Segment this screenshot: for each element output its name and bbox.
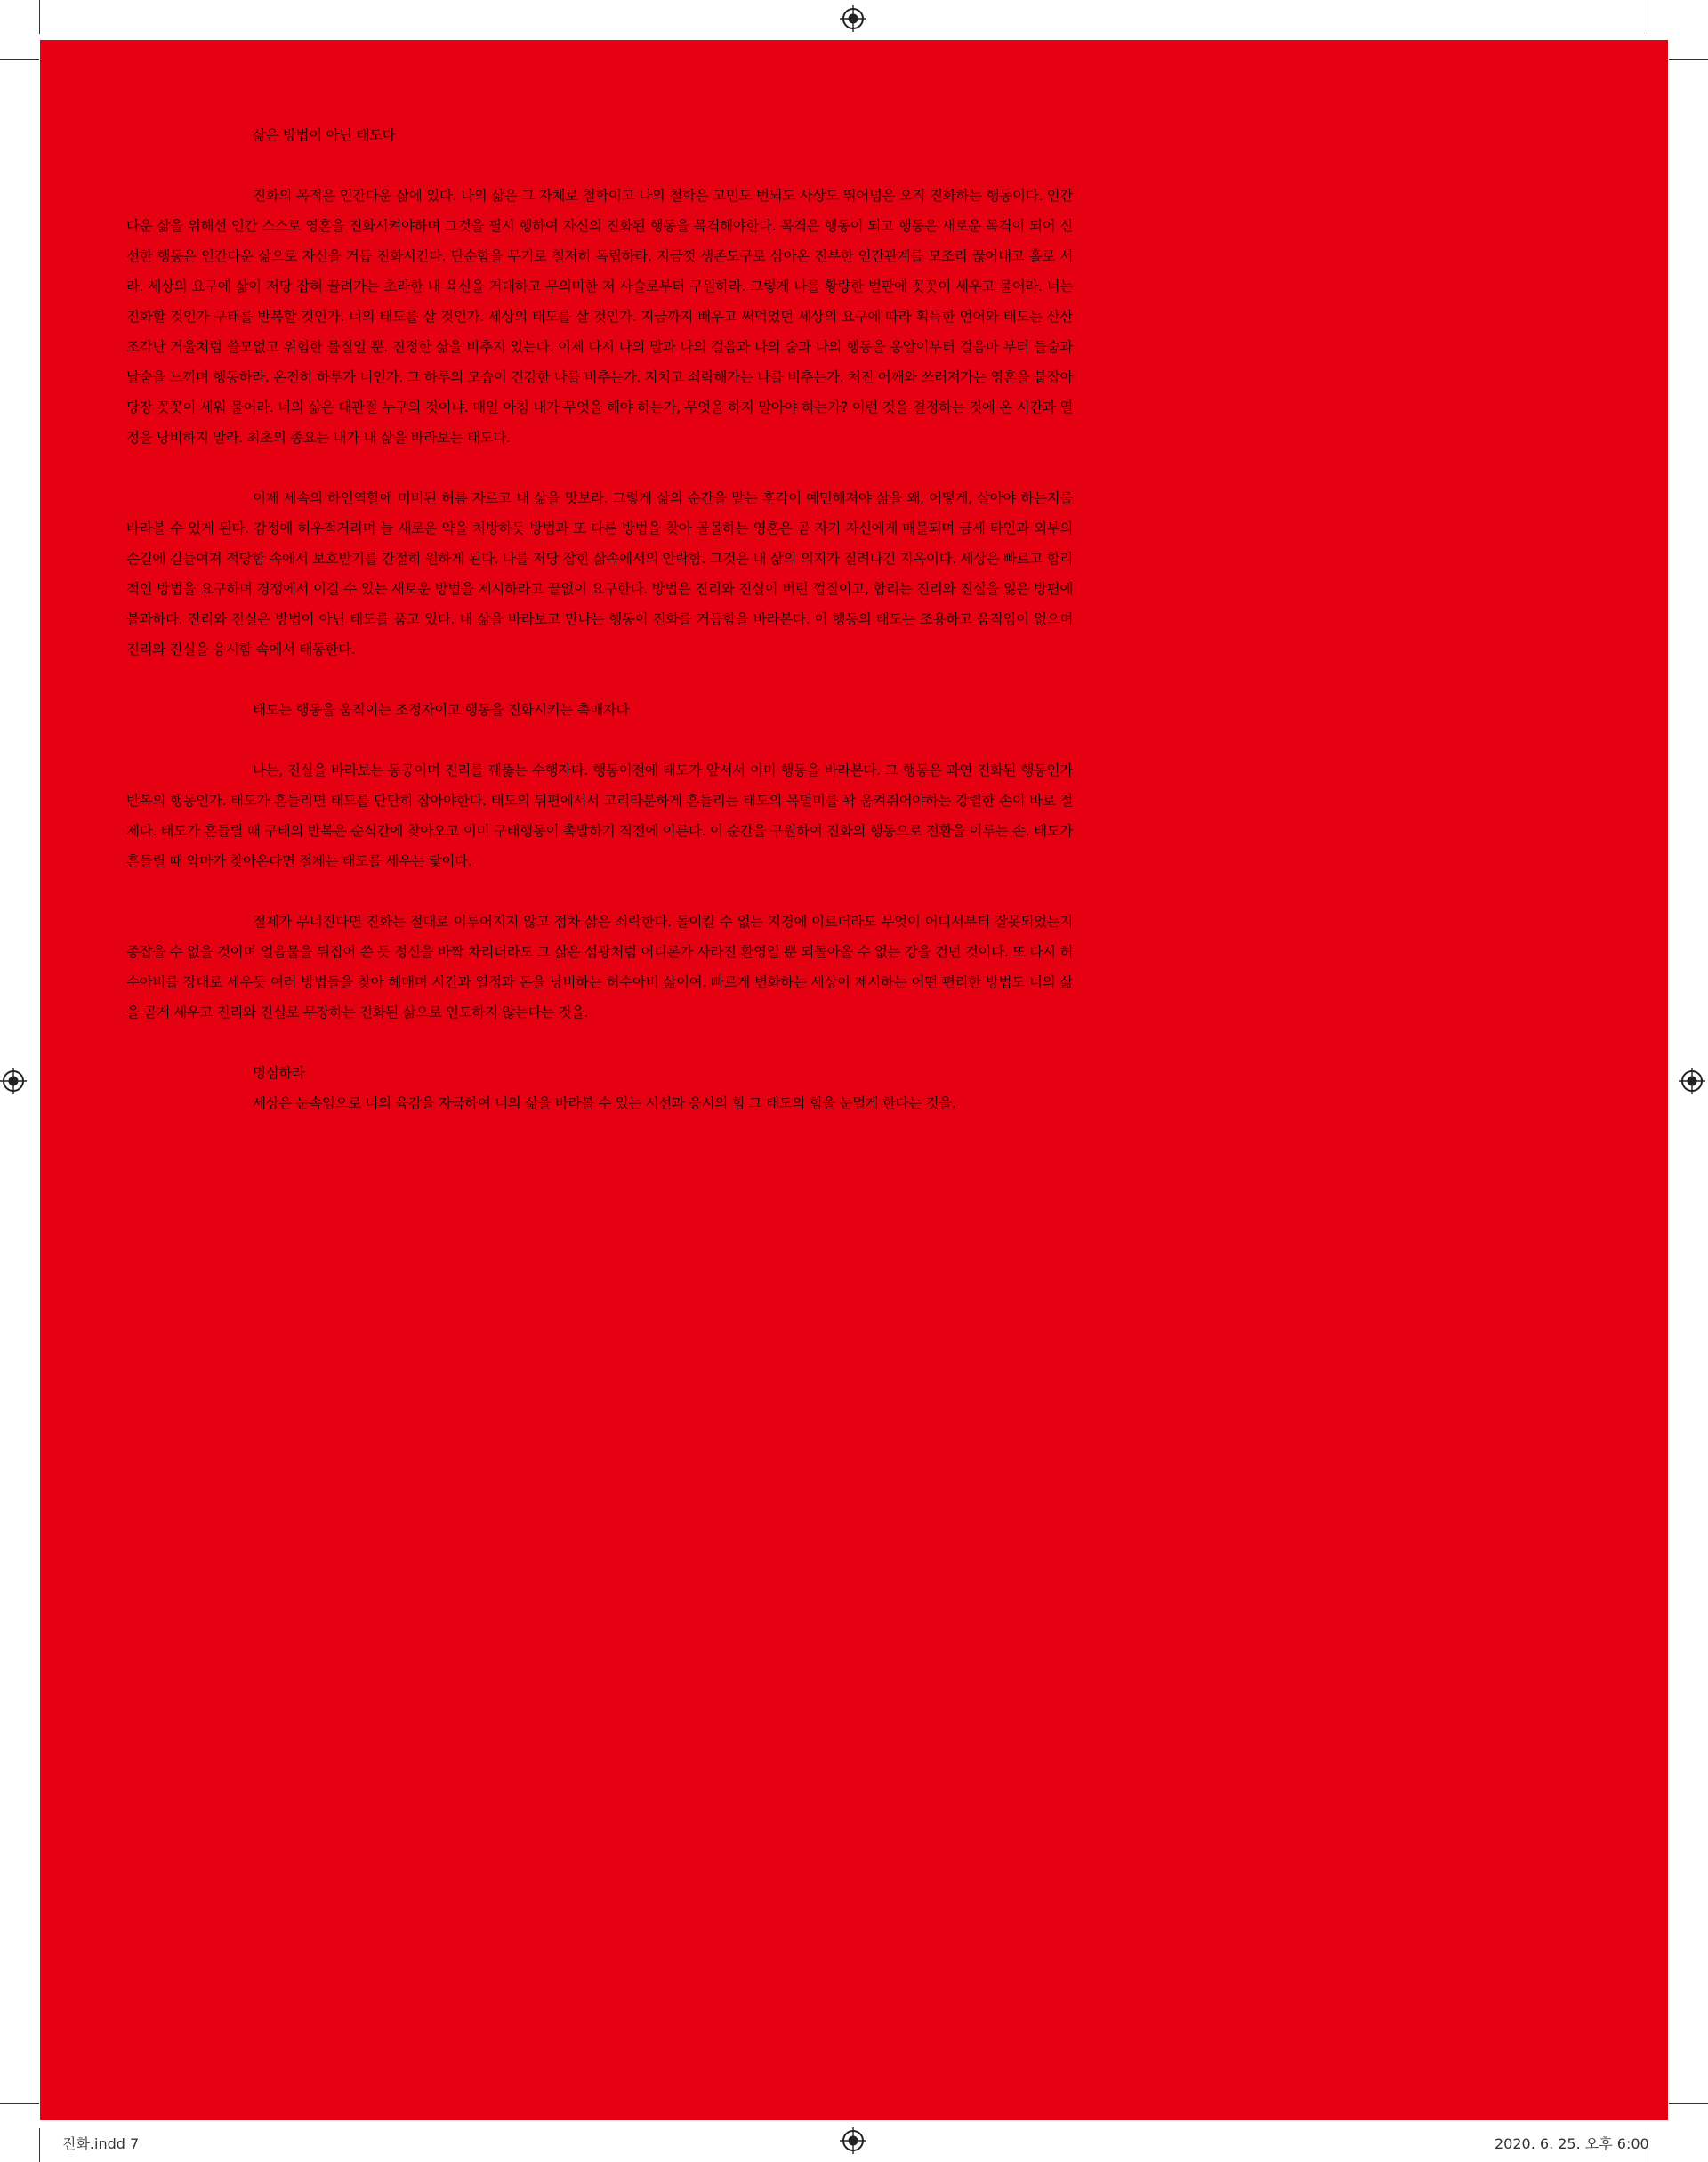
crop-mark <box>1669 2103 1708 2104</box>
section-heading: 태도는 행동을 움직이는 조정자이고 행동을 진화시키는 촉매자다 <box>253 702 630 718</box>
body-paragraph: 절제가 무너진다면 진화는 절대로 이루어지지 않고 점차 삶은 쇠락한다. 돌이킬 수 없는 지경에 이르더라도 무엇이 어디서부터 잘못되었는지 종잡을 수 없을 것이며 얼음물을 뒤집어 쓴 듯 정신을 바짝 차리더라도 그 삶은 섬광처럼 어디론가 사라진 환영일 뿐 되돌아올 수 없는 강을 건넌 것이다. 또 다시 허수아비를 장대로 세우듯 여러 방법들을 찾아 헤매며 시간과 열정과 돈을 낭비하는 허수아비 삶이여. 빠르게 변화하는 세상이 제시하는 어떤 편리한 방법도 너의 삶을 곧게 세우고 진리와 진실로 무장하는 진화된 삶으로 인도하지 않는다는 것을. <box>126 914 1073 1020</box>
crop-mark <box>0 59 39 60</box>
section-heading: 삶은 방법이 아닌 태도다 <box>253 127 396 143</box>
crop-mark <box>0 2103 39 2104</box>
registration-mark-icon <box>0 1068 27 1094</box>
crop-mark <box>39 2128 40 2162</box>
registration-mark-icon <box>1679 1068 1705 1094</box>
registration-mark-icon <box>840 2127 866 2154</box>
article-body <box>126 120 1073 1118</box>
crop-mark <box>1669 59 1708 60</box>
closing-heading: 명심하라 <box>253 1065 305 1081</box>
body-paragraph: 이제 세속의 하인역할에 미비된 허름 자르고 내 삶을 맛보라. 그렇게 삶의 순간을 맡는 후각이 예민해져야 삶을 왜, 어떻게, 살아야 하는지를 바라볼 수 있게 된다. 감정에 허우적거리며 늘 새로운 약을 처방하듯 방법과 또 다른 방법을 찾아 골몰하는 영혼은 곧 자기 자신에게 매몰되며 금세 타인과 외부의 손길에 길들여져 적당함 속에서 보호받기를 간절히 원하게 된다. 나를 저당 잡힌 삶속에서의 안락함. 그것은 내 삶의 의지가 질려나긴 지옥이다. 세상은 빠르고 합리적인 방법을 요구하며 경쟁에서 이길 수 있는 새로운 방법을 제시하라고 끝없이 요구한다. 방법은 진리와 진실이 버린 껍질이고, 합리는 진리와 진실을 잃은 방편에 불과하다. 진리와 진실은 방법이 아닌 태도를 품고 있다. 내 삶을 바라보고 만나는 행동이 진화를 거듭함을 바라본다. 이 행동의 태도는 조용하고 움직임이 없으며 진리와 진실을 응시함 속에서 태동한다. <box>126 490 1073 657</box>
slug-timestamp: 2020. 6. 25. 오후 6:00 <box>1494 2135 1649 2152</box>
registration-mark-icon <box>840 5 866 32</box>
body-paragraph: 나는, 진실을 바라보는 동공이며 진리를 꿰뚫는 수행자다. 행동이전에 태도가 앞서서 이미 행동을 바라본다. 그 행동은 과연 진화된 행동인가 반복의 행동인가. 태도가 흔들리면 태도를 단단히 잡아야한다. 태도의 뒤편에서서 고리타분하게 흔들리는 태도의 목덜미를 꽉 움켜쥐어야하는 강렬한 손이 바로 절제다. 태도가 흔들릴 때 구태의 반복은 순식간에 찾아오고 이미 구태행동이 촉발하기 직전에 이른다. 이 순간을 구원하여 진화의 행동으로 전환을 이루는 손. 태도가 흔들릴 때 악마가 찾아온다면 절제는 태도를 세우는 닻이다. <box>126 762 1073 869</box>
crop-mark <box>39 0 40 34</box>
slug-file-label: 진화.indd 7 <box>62 2135 140 2152</box>
closing-line: 세상은 눈속임으로 너의 육감을 자극하여 너의 삶을 바라볼 수 있는 시선과 응시의 힘 그 태도의 힘을 눈멀게 한다는 것을. <box>253 1095 956 1111</box>
body-paragraph: 진화의 목적은 인간다운 삶에 있다. 나의 삶은 그 자체로 철학이고 나의 철학은 고민도 번뇌도 사상도 뛰어넘은 오직 진화하는 행동이다. 인간다운 삶을 위해선 인간 스스로 영혼을 진화시켜야하며 그것을 필시 행하여 자신의 진화된 행동을 목격해야한다. 목격은 행동이 되고 행동은 새로운 목격이 되어 신선한 행동은 인간다운 삶으로 자신을 거듭 진화시킨다. 단순함을 무기로 철저히 독립하라. 지금껏 생존도구로 삼아온 진부한 인간관계를 모조리 끊어내고 홀로 서라. 세상의 요구에 삶이 저당 잡혀 끌려가는 초라한 내 육신을 거대하고 무의미한 저 사슬로부터 구원하라. 그렇게 나를 황량한 벌판에 꼿꼿이 세우고 물어라. 너는 진화할 것인가 구태를 반복할 것인가. 너의 태도를 살 것인가. 세상의 태도를 살 것인가. 지금까지 배우고 써먹었던 세상의 요구에 따라 획득한 언어와 태도는 산산 조각난 거울처럼 쓸모없고 위험한 물질일 뿐. 진정한 삶을 비추지 있는다. 이제 다시 나의 말과 나의 걸음과 나의 숨과 나의 행동을 옹알이부터 걸음마 부터 들숨과 날숨을 느끼며 행동하라. 온전히 하루가 너인가. 그 하루의 모습이 건강한 나를 비추는가. 지치고 쇠락해가는 나를 비추는가. 처진 어깨와 쓰러져가는 영혼을 붙잡아 당장 꼿꼿이 세워 물어라. 너의 삶은 대관절 누구의 것이냐. 매일 아침 내가 무엇을 해야 하는가, 무엇을 하지 말아야 하는가? 이런 것을 결정하는 것에 온 시간과 열정을 낭비하지 말라. 최초의 종요는 내가 내 삶을 바라보는 태도다. <box>126 188 1073 446</box>
page-panel <box>40 40 1668 2120</box>
